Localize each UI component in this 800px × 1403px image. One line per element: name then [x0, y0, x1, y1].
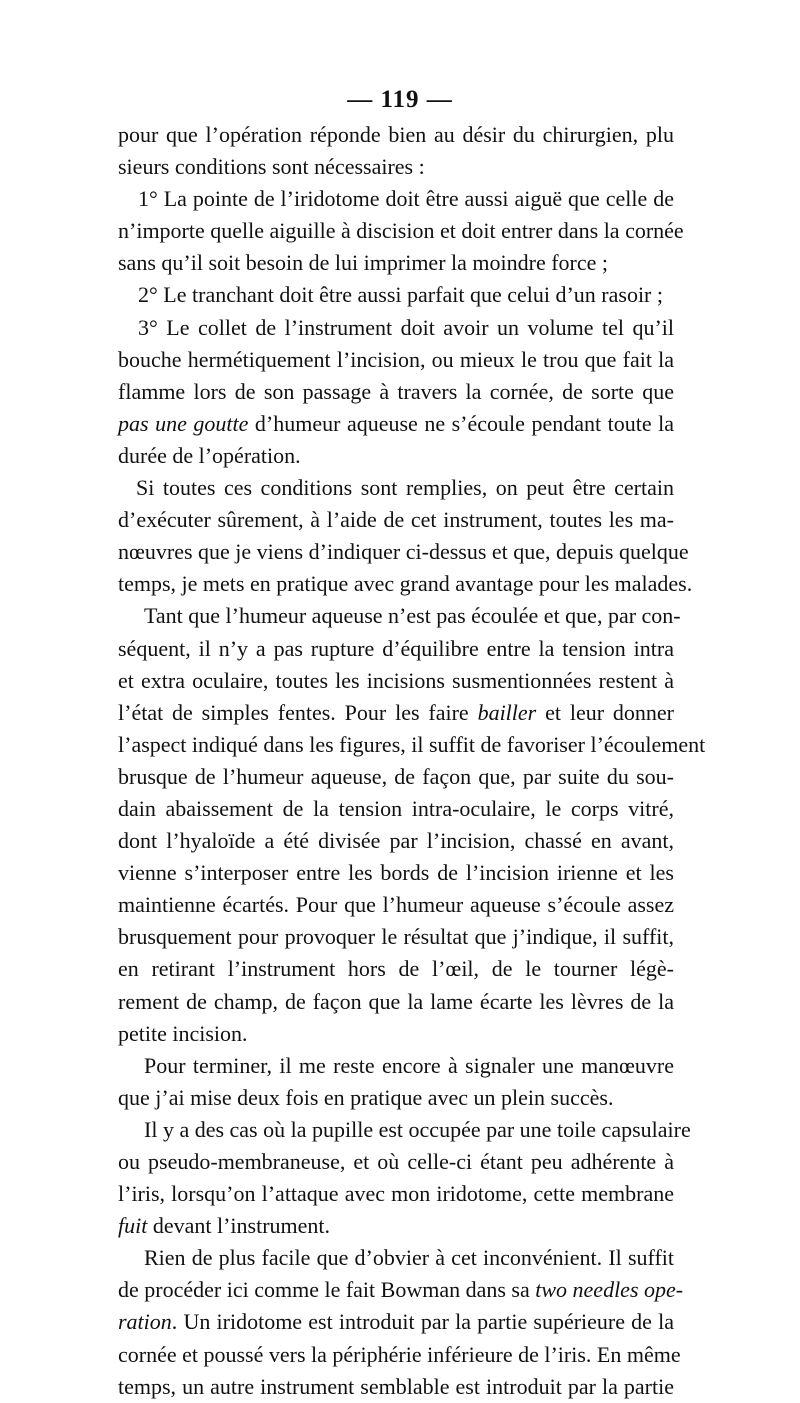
text-run: séquent, il n’y a pas rupture d’équilibre entre la tension intra [118, 635, 674, 661]
text-run: 2° Le tranchant doit être aussi parfait que celui d’un rasoir ; [138, 282, 663, 308]
text-run: rement de champ, de façon que la lame écarte les lèvres de la [118, 988, 674, 1014]
italic-text: two needles ope- [535, 1277, 684, 1303]
text-line [118, 247, 674, 279]
text-run: dain abaissement de la tension intra-oculaire, le corps vitré, [118, 795, 674, 821]
text-line [118, 1339, 681, 1371]
text-run: bouche hermétiquement l’incision, ou mieux le trou que fait la [118, 346, 674, 372]
text-run: . Un iridotome est introduit par la partie supérieure de la [171, 1309, 674, 1335]
text-line [118, 344, 674, 376]
text-run: 3° Le collet de l’instrument doit avoir un volume tel qu’il [138, 314, 674, 340]
text-line [118, 1371, 674, 1403]
text-run: brusquement pour provoquer le résultat que j’indique, il suffit, [118, 924, 674, 950]
text-run: dont l’hyaloïde a été divisée par l’incision, chassé en avant, [118, 828, 674, 854]
text-line [118, 600, 681, 632]
text-line [118, 697, 674, 729]
text-run: vienne s’interposer entre les bords de l’incision irienne et les [118, 860, 674, 886]
text-line [118, 825, 674, 857]
text-run: n’importe quelle aiguille à discision et doit entrer dans la cornée [118, 218, 684, 244]
text-line [118, 440, 674, 472]
text-line [118, 183, 674, 215]
text-line [118, 1018, 674, 1050]
text-run: devant l’instrument. [147, 1213, 331, 1239]
text-run: temps, un autre instrument semblable est introduit par la partie [118, 1373, 674, 1399]
text-run: sieurs conditions sont nécessaires : [118, 154, 425, 180]
text-run: ou pseudo-membraneuse, et où celle-ci étant peu adhérente à [118, 1149, 674, 1174]
italic-text: pas une goutte [118, 410, 249, 436]
text-line [118, 151, 674, 183]
text-run: l’aspect indiqué dans les figures, il suffit de favoriser l’écoulement [118, 731, 706, 757]
text-run: en retirant l’instrument hors de l’œil, de le tourner légè- [118, 956, 674, 982]
text-run: l’iris, lorsqu’on l’attaque avec mon iridotome, cette membrane [118, 1181, 674, 1207]
text-line [118, 504, 674, 536]
text-line [118, 408, 674, 440]
text-line [118, 921, 674, 953]
text-line [118, 633, 674, 665]
text-line [118, 761, 674, 793]
text-line [118, 1050, 674, 1082]
text-line [118, 1210, 674, 1242]
text-run: petite incision. [118, 1020, 248, 1046]
page-number: — 119 — [347, 86, 453, 113]
text-run: Si toutes ces conditions sont remplies, on peut être certain [136, 475, 674, 501]
text-run: Tant que l’humeur aqueuse n’est pas écoulée et que, par con- [144, 603, 681, 629]
text-run: Il y a des cas où la pupille est occupée par une toile capsulaire [144, 1116, 691, 1142]
text-line [118, 1306, 674, 1338]
text-run: nœuvres que je viens d’indiquer ci-dessus et que, depuis quelque [118, 539, 689, 565]
text-run: pour que l’opération réponde bien au désir du chirurgien, plu [118, 122, 674, 147]
text-run: durée de l’opération. [118, 442, 301, 468]
text-run: 1° La pointe de l’iridotome doit être aussi aiguë que celle de [138, 186, 674, 212]
text-line [118, 1178, 674, 1210]
text-line [118, 376, 674, 408]
body-text [118, 119, 706, 1403]
text-run: que j’ai mise deux fois en pratique avec un plein succès. [118, 1084, 614, 1110]
italic-text: ration [118, 1309, 172, 1335]
text-run: Pour terminer, il me reste encore à signaler une manœuvre [144, 1052, 674, 1078]
text-line [118, 215, 684, 247]
text-run: Rien de plus facile que d’obvier à cet inconvénient. Il suffit [144, 1245, 674, 1271]
text-line [118, 568, 693, 600]
text-run: d’exécuter sûrement, à l’aide de cet instrument, toutes les ma- [118, 507, 674, 533]
text-run: brusque de l’humeur aqueuse, de façon que, par suite du sou- [118, 763, 674, 789]
text-run: d’humeur aqueuse ne s’écoule pendant toute la [248, 410, 674, 436]
text-run: et extra oculaire, toutes les incisions susmentionnées restent à [118, 667, 674, 693]
text-line [118, 1274, 684, 1306]
text-line [118, 119, 674, 151]
text-run: flamme lors de son passage à travers la cornée, de sorte que [118, 378, 674, 404]
text-line [118, 986, 674, 1018]
text-line [118, 279, 674, 311]
text-line [118, 536, 689, 568]
text-line [118, 889, 674, 921]
text-run: maintienne écartés. Pour que l’humeur aqueuse s’écoule assez [118, 892, 674, 918]
text-line [118, 665, 674, 697]
text-line [118, 857, 674, 889]
text-line [118, 312, 674, 344]
text-line [118, 729, 706, 761]
italic-text: bailler [477, 699, 537, 725]
text-line [118, 472, 674, 504]
text-run: de procéder ici comme le fait Bowman dans sa [118, 1277, 536, 1303]
text-line [118, 1082, 674, 1114]
text-run: sans qu’il soit besoin de lui imprimer la moindre force ; [118, 250, 609, 276]
text-run: cornée et poussé vers la périphérie inférieure de l’iris. En même [118, 1341, 681, 1367]
text-run: et leur donner [536, 699, 674, 725]
text-line [118, 1242, 674, 1274]
italic-text: fuit [118, 1213, 148, 1239]
text-run: l’état de simples fentes. Pour les faire [118, 699, 478, 725]
text-line [118, 1114, 691, 1146]
text-run: temps, je mets en pratique avec grand avantage pour les malades. [118, 571, 693, 597]
text-line [118, 793, 674, 825]
text-line [118, 1146, 674, 1178]
text-line [118, 953, 674, 985]
